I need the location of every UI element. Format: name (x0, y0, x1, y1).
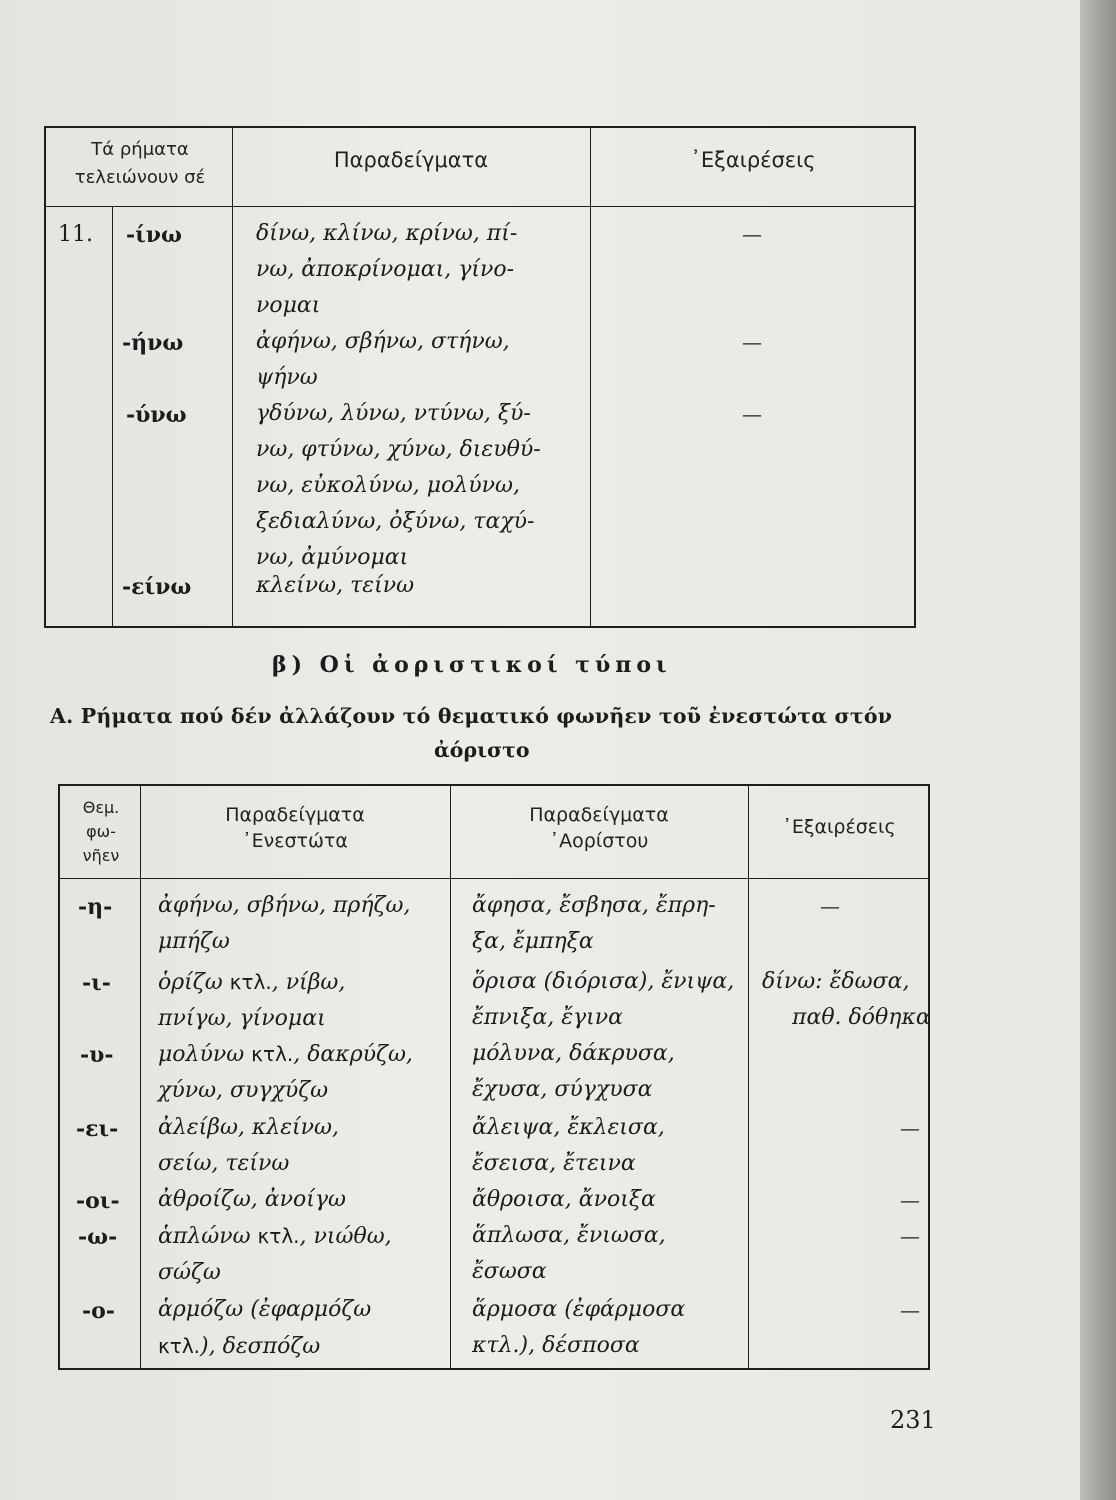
header-vowel: Θεμ. φω- νῆεν (82, 798, 120, 865)
examples-yno: γδύνω, λύνω, ντύνω, ξύ- νω, φτύνω, χύνω, διευθύ- νω, εὐκολύνω, μολύνω, ξεδιαλύνω, ὀξύνω, ταχύ- νω, ἀμύνομαι (256, 401, 541, 570)
header-examples: Παραδείγματα (333, 148, 489, 172)
suffix-ino-eta: -ήνω (122, 330, 184, 356)
present-eta: ἀφήνω, σβήνω, πρήζω, μπήζω (158, 893, 411, 954)
present-ei: ἀλείβω, κλείνω, σείω, τείνω (158, 1115, 339, 1176)
exception-oi: — (900, 1188, 920, 1212)
table-aorist-forms (58, 784, 930, 1370)
present-iota: ὁρίζω κτλ., νίβω, πνίγω, γίνομαι (158, 970, 346, 1031)
exception-omega: — (900, 1224, 920, 1248)
exception-iota: δίνω: ἔδωσα, παθ. δόθηκα (762, 969, 931, 1030)
present-omega: ἁπλώνω κτλ., νιώθω, σώζω (158, 1224, 392, 1285)
header-present: Παραδείγματα ᾿Ενεστώτα (225, 804, 365, 852)
suffix-eino: -είνω (122, 574, 192, 600)
examples-eino: κλείνω, τείνω (256, 573, 415, 598)
section-a-title-line2: ἀόριστο (434, 738, 530, 762)
page-number: 231 (890, 1406, 936, 1434)
vowel-omicron: -ο- (82, 1298, 115, 1324)
header-exceptions-2: ᾿Εξαιρέσεις (782, 816, 896, 838)
section-b-title: β) Οἱ ἀοριστικοί τύποι (272, 652, 672, 678)
aorist-eta: ἄφησα, ἔσβησα, ἔπρη- ξα, ἔμπηξα (472, 893, 716, 954)
aorist-omega: ἅπλωσα, ἔνιωσα, ἔσωσα (472, 1223, 666, 1284)
exception-eta: — (820, 894, 840, 918)
page-edge (1080, 0, 1116, 1500)
table-ino-verbs (44, 126, 916, 628)
section-a-title-line1: Α. Ρήματα πού δέν ἀλλάζουν τό θεματικό φωνῆεν τοῦ ἐνεστώτα στόν (50, 704, 893, 728)
exception-ino-eta: — (742, 330, 762, 354)
header-endings: Τά ρήματα τελειώνουν σέ (74, 139, 206, 188)
examples-ino-eta: ἀφήνω, σβήνω, στήνω, ψήνω (256, 329, 510, 390)
header-exceptions: ᾿Εξαιρέσεις (690, 148, 816, 172)
present-oi: ἀθροίζω, ἀνοίγω (158, 1187, 346, 1212)
suffix-yno: -ύνω (126, 402, 187, 428)
exception-yno: — (742, 402, 762, 426)
present-omicron: ἁρμόζω (ἐφαρμόζω κτλ.), δεσπόζω (158, 1297, 372, 1359)
suffix-ino: -ίνω (126, 222, 182, 248)
vowel-upsilon: -υ- (80, 1042, 114, 1068)
exception-ei: — (900, 1116, 920, 1140)
vowel-ei: -ει- (76, 1116, 119, 1142)
present-upsilon: μολύνω κτλ., δακρύζω, χύνω, συγχύζω (158, 1042, 413, 1103)
exception-ino: — (742, 222, 762, 246)
vowel-iota: -ι- (82, 970, 111, 996)
exception-omicron: — (900, 1298, 920, 1322)
aorist-ei: ἄλειψα, ἔκλεισα, ἔσεισα, ἔτεινα (472, 1115, 665, 1176)
aorist-omicron: ἅρμοσα (ἐφάρμοσα κτλ.), δέσποσα (472, 1297, 686, 1358)
header-aorist: Παραδείγματα ᾿Αορίστου (529, 804, 669, 852)
aorist-iota: ὅρισα (διόρισα), ἔνιψα, ἔπνιξα, ἔγινα (472, 969, 735, 1030)
aorist-oi: ἄθροισα, ἄνοιξα (472, 1187, 656, 1212)
vowel-oi: -οι- (76, 1188, 120, 1214)
section-number: 11. (58, 222, 93, 247)
examples-ino: δίνω, κλίνω, κρίνω, πί- νω, ἀποκρίνομαι, γίνο- νομαι (256, 221, 518, 318)
vowel-omega: -ω- (78, 1224, 118, 1250)
aorist-upsilon: μόλυνα, δάκρυσα, ἔχυσα, σύγχυσα (472, 1041, 675, 1102)
vowel-eta: -η- (78, 894, 113, 920)
